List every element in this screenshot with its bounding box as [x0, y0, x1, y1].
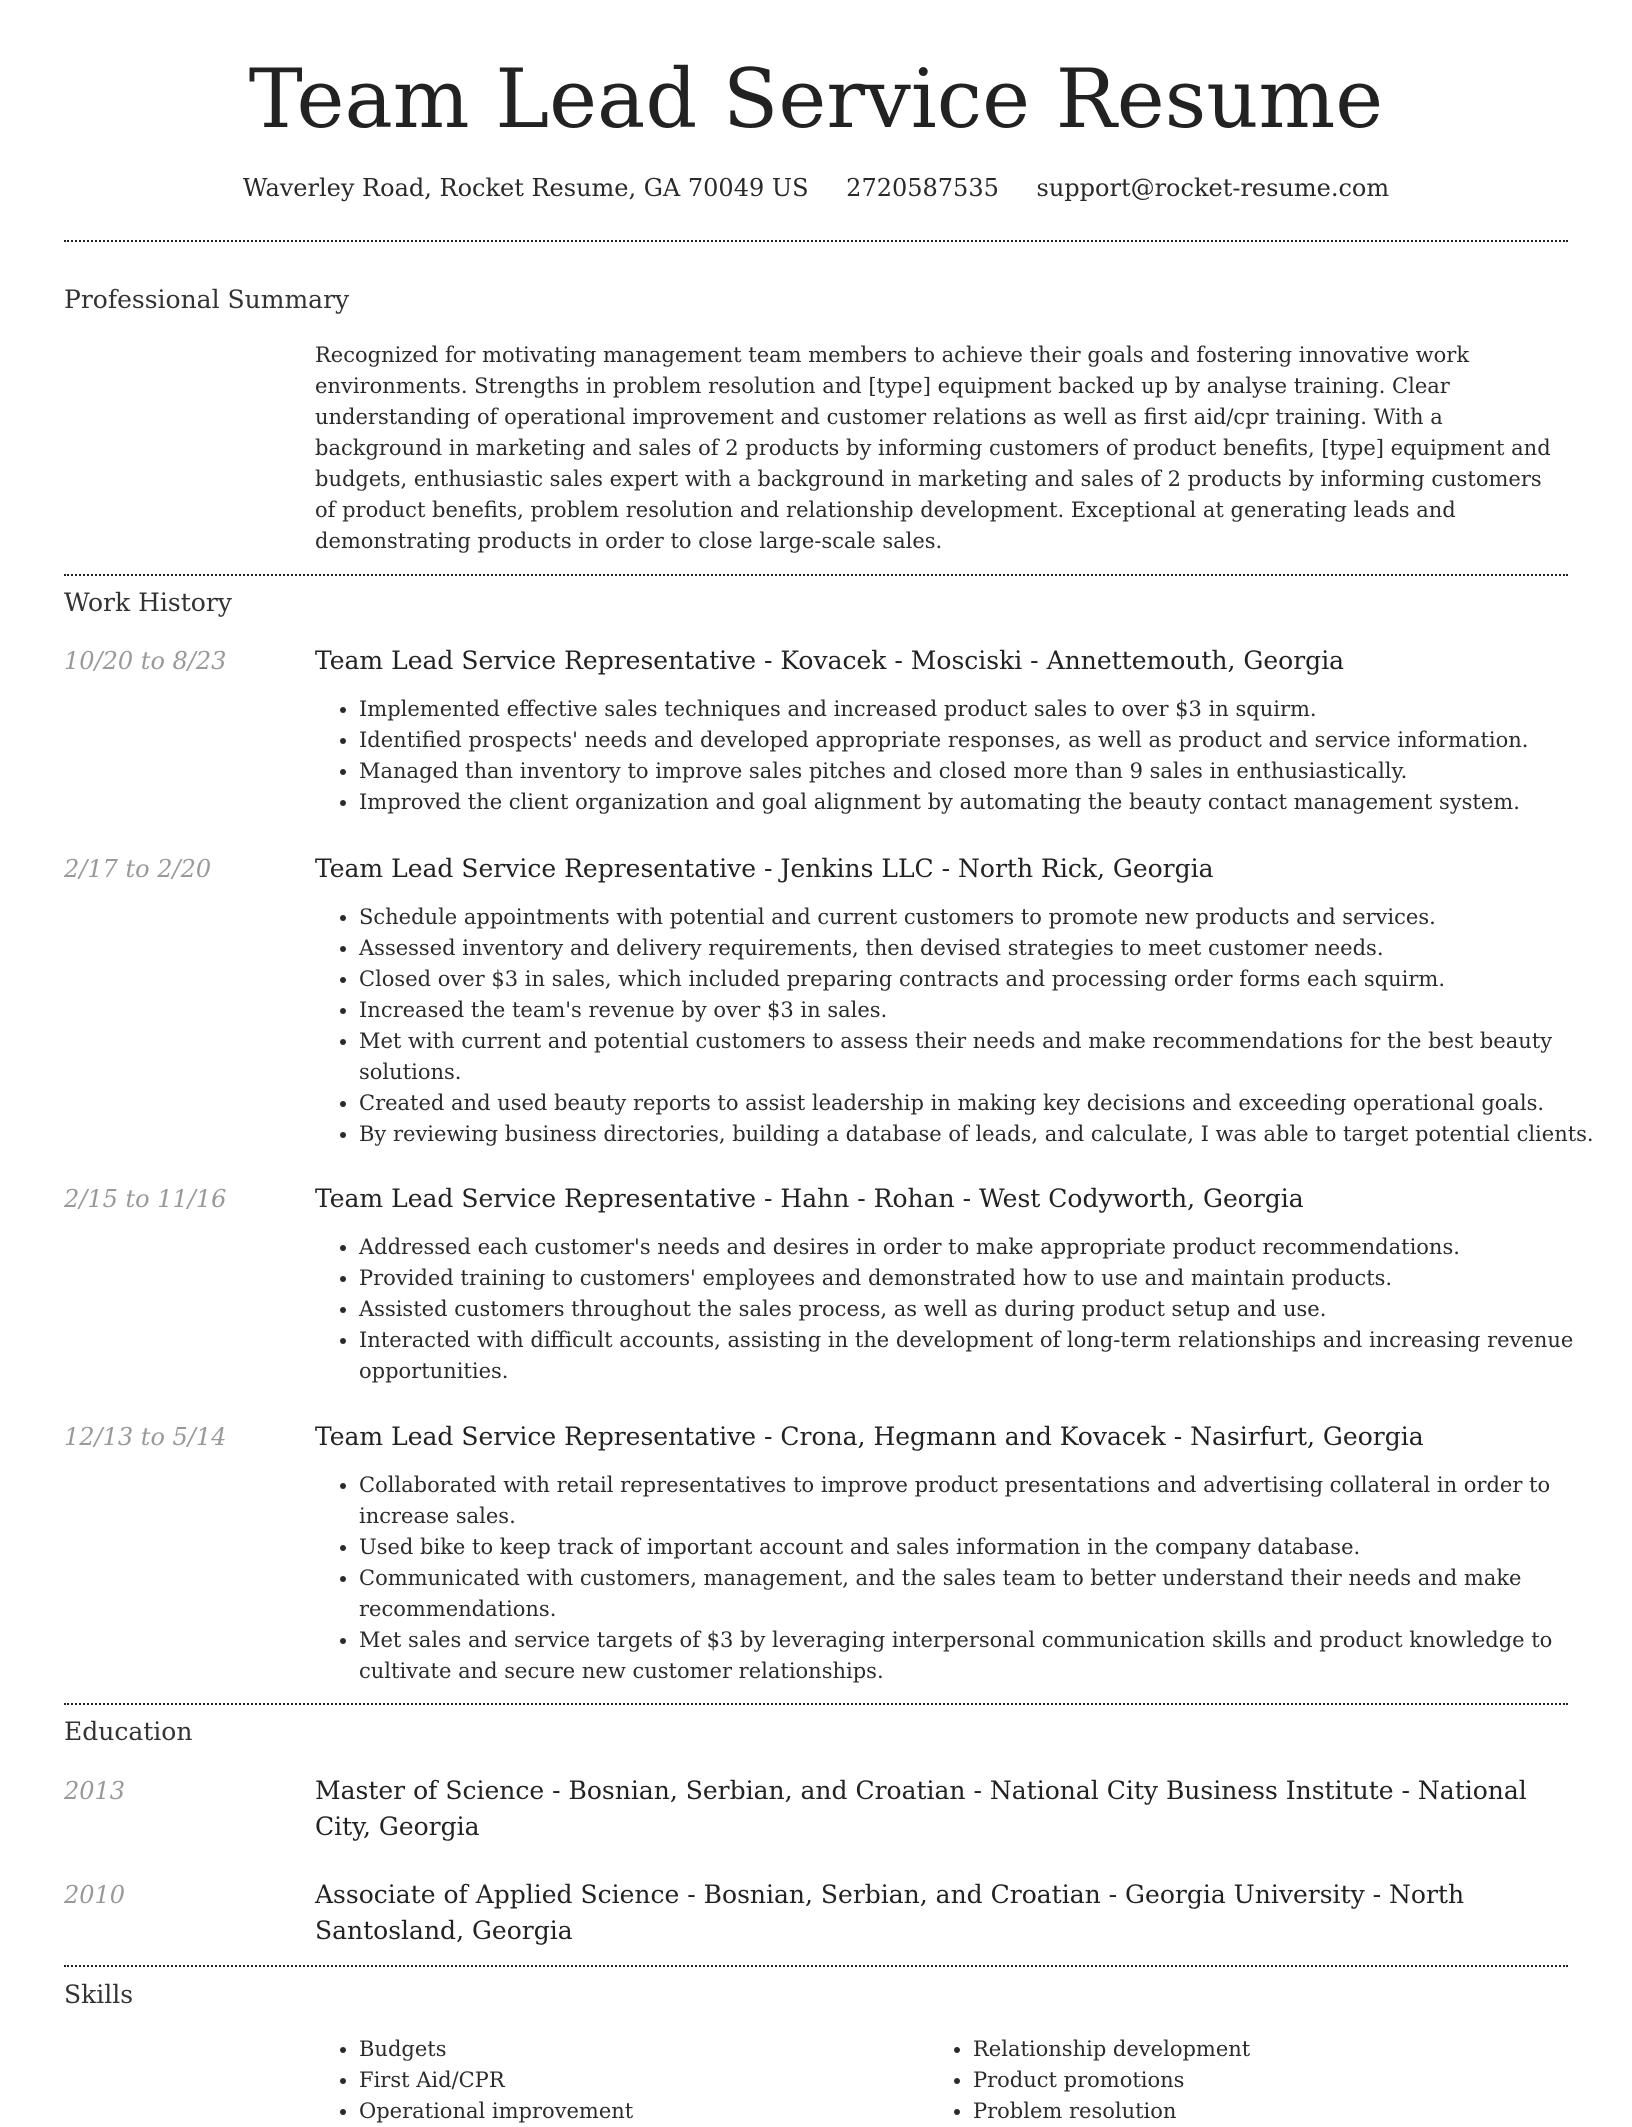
job-bullet: • Created and used beauty reports to assist leadership in making key decisions and exceeding operational goals.	[359, 1088, 1609, 1119]
job-dates: 10/20 to 8/23	[64, 647, 227, 675]
skill-item: • Product promotions	[973, 2065, 1250, 2096]
skill-item: • First Aid/CPR	[359, 2065, 633, 2096]
job-bullets	[315, 694, 1609, 818]
job-bullet: • Identified prospects' needs and developed appropriate responses, as well as product and service information.	[359, 725, 1609, 756]
job-bullet: • Assessed inventory and delivery requirements, then devised strategies to meet customer needs.	[359, 933, 1609, 964]
job-dates: 2/15 to 11/16	[64, 1185, 227, 1213]
job-bullet: • Managed than inventory to improve sales pitches and closed more than 9 sales in enthusiastically.	[359, 756, 1609, 787]
education-year: 2010	[64, 1881, 126, 1909]
job-bullet: • Provided training to customers' employees and demonstrated how to use and maintain products.	[359, 1263, 1609, 1294]
skills-list-left	[315, 2034, 633, 2127]
job-bullets	[315, 1232, 1609, 1387]
job-bullet: • Collaborated with retail representatives to improve product presentations and advertising collateral in order to increase sales.	[359, 1470, 1609, 1532]
job-title: Team Lead Service Representative - Hahn - Rohan - West Codyworth, Georgia	[315, 1184, 1304, 1213]
contact-email: support@rocket-resume.com	[1036, 174, 1390, 202]
skill-item: • Relationship development	[973, 2034, 1250, 2065]
resume-title: Team Lead Service Resume	[248, 53, 1384, 147]
job-title: Team Lead Service Representative - Crona, Hegmann and Kovacek - Nasirfurt, Georgia	[315, 1422, 1424, 1451]
education-title: Associate of Applied Science - Bosnian, Serbian, and Croatian - Georgia University - North Santosland, Georgia	[315, 1880, 1465, 1945]
job-bullet: • Closed over $3 in sales, which included preparing contracts and processing order forms each squirm.	[359, 964, 1609, 995]
education-heading: Education	[64, 1717, 193, 1746]
job-title: Team Lead Service Representative - Kovacek - Mosciski - Annettemouth, Georgia	[315, 646, 1345, 675]
job-bullet: • Met with current and potential customers to assess their needs and make recommendations for the best beauty solutions.	[359, 1026, 1609, 1088]
header-divider	[64, 240, 1568, 242]
skill-item: • Problem resolution	[973, 2096, 1250, 2127]
education-divider	[64, 1965, 1568, 1967]
job-bullet: • Addressed each customer's needs and desires in order to make appropriate product recommendations.	[359, 1232, 1609, 1263]
summary-heading: Professional Summary	[64, 285, 350, 314]
job-bullet: • Communicated with customers, management, and the sales team to better understand their needs and make recommendations.	[359, 1563, 1609, 1625]
skill-item: • Operational improvement	[359, 2096, 633, 2127]
job-bullet: • Interacted with difficult accounts, assisting in the development of long-term relationships and increasing revenue opportunities.	[359, 1325, 1609, 1387]
job-dates: 2/17 to 2/20	[64, 855, 212, 883]
work-history-heading: Work History	[64, 588, 232, 617]
job-bullet: • Assisted customers throughout the sales process, as well as during product setup and use.	[359, 1294, 1609, 1325]
job-bullet: • Implemented effective sales techniques and increased product sales to over $3 in squirm.	[359, 694, 1609, 725]
work-divider	[64, 1703, 1568, 1705]
contact-line	[0, 172, 1632, 204]
job-bullet: • By reviewing business directories, building a database of leads, and calculate, I was able to target potential clients.	[359, 1119, 1609, 1150]
job-bullet: • Improved the client organization and goal alignment by automating the beauty contact management system.	[359, 787, 1609, 818]
job-bullet: • Used bike to keep track of important account and sales information in the company database.	[359, 1532, 1609, 1563]
job-dates: 12/13 to 5/14	[64, 1423, 227, 1451]
skill-item: • Budgets	[359, 2034, 633, 2065]
job-bullets	[315, 1470, 1609, 1687]
job-title: Team Lead Service Representative - Jenkins LLC - North Rick, Georgia	[315, 854, 1214, 883]
job-bullet: • Increased the team's revenue by over $3 in sales.	[359, 995, 1609, 1026]
job-bullets	[315, 902, 1609, 1150]
contact-address: Waverley Road, Rocket Resume, GA 70049 US	[242, 174, 809, 202]
summary-text: Recognized for motivating management team members to achieve their goals and fostering innovative work environments. Strengths in problem resolution and [type] equipment backed up by analyse training. Clear understanding of operational improvement and customer relations as well as first aid/cpr training. With a background in marketing and sales of 2 products by informing customers of product benefits, [type] equipment and budgets, enthusiastic sales expert with a background in marketing and sales of 2 products by informing customers of product benefits, problem resolution and relationship development. Exceptional at generating leads and demonstrating products in order to close large-scale sales.	[315, 343, 1551, 553]
job-bullet: • Schedule appointments with potential and current customers to promote new products and services.	[359, 902, 1609, 933]
skills-heading: Skills	[64, 1980, 134, 2009]
education-year: 2013	[64, 1777, 126, 1805]
summary-divider	[64, 574, 1568, 576]
skills-list-right	[929, 2034, 1250, 2127]
education-title: Master of Science - Bosnian, Serbian, and Croatian - National City Business Institute - National City, Georgia	[315, 1776, 1527, 1841]
job-bullet: • Met sales and service targets of $3 by leveraging interpersonal communication skills and product knowledge to cultivate and secure new customer relationships.	[359, 1625, 1609, 1687]
contact-phone: 2720587535	[846, 174, 999, 202]
